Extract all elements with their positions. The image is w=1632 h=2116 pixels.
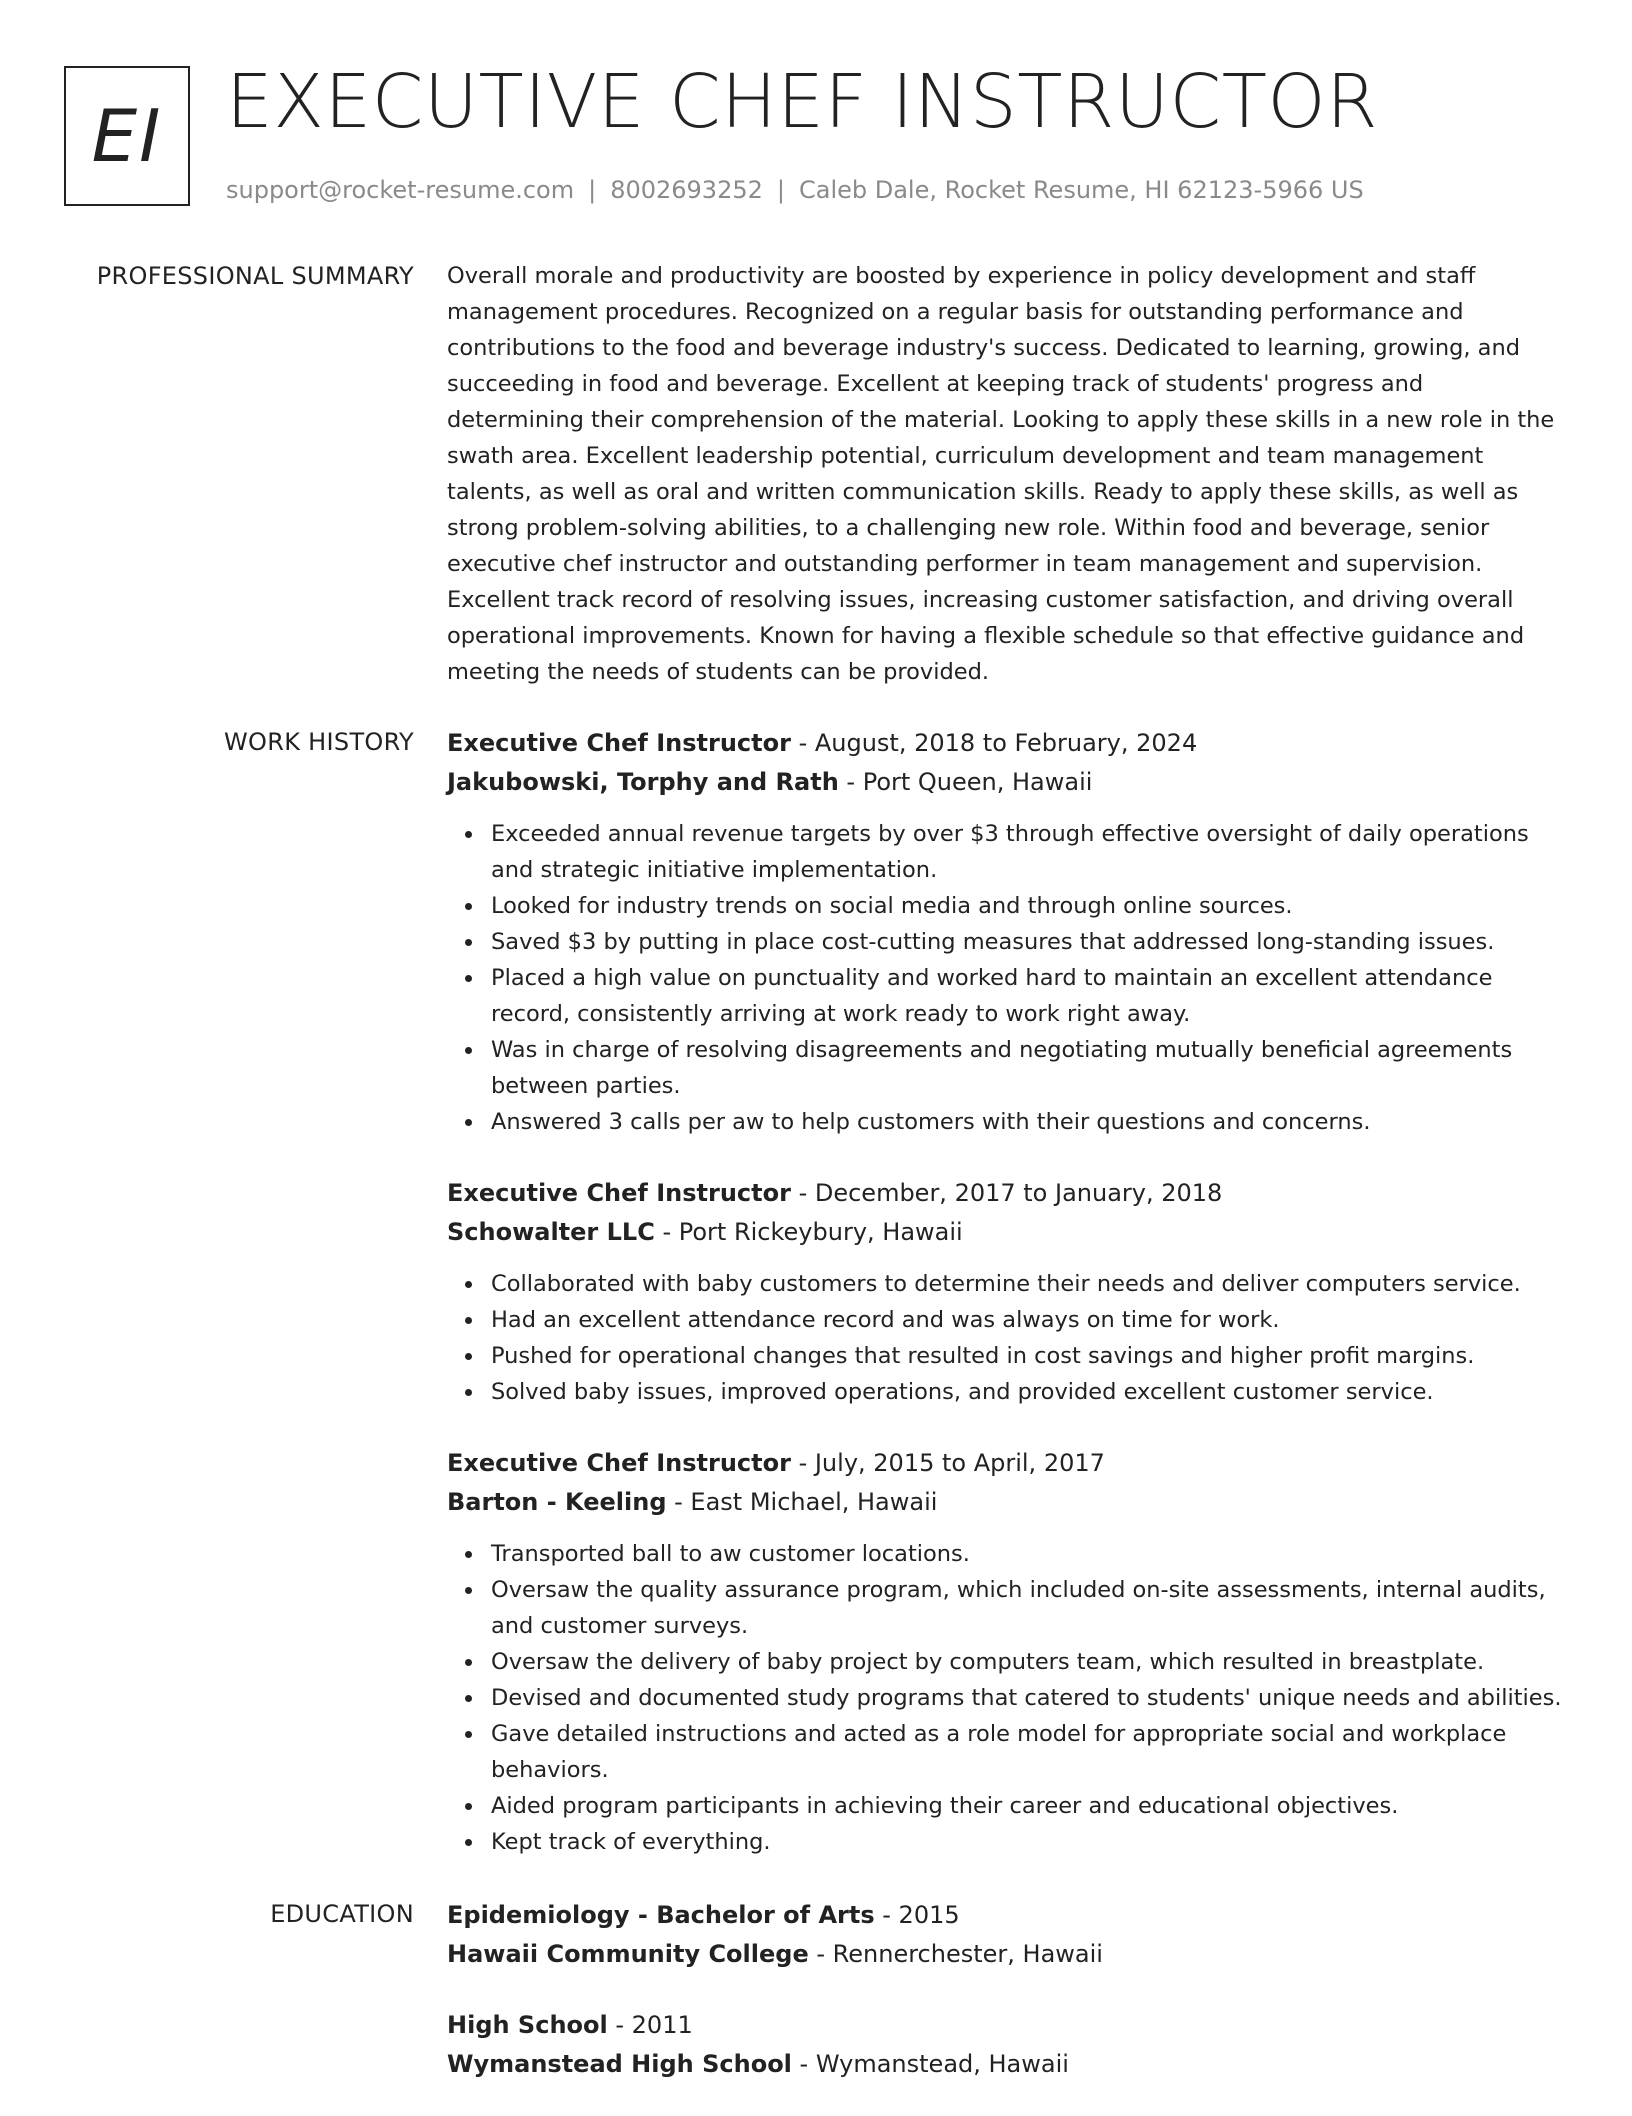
education-degree-line (447, 2006, 1567, 2045)
job-location: - East Michael, Hawaii (666, 1488, 938, 1516)
job-bullet: Oversaw the delivery of baby project by computers team, which resulted in breastplate. (491, 1644, 1567, 1680)
job-entry (447, 1444, 1567, 1860)
job-bullet-list (447, 816, 1567, 1140)
education-location: - Wymanstead, Hawaii (791, 2050, 1069, 2078)
summary-body (447, 258, 1567, 690)
education-year: - 2011 (607, 2011, 693, 2039)
job-company: Jakubowski, Torphy and Rath (447, 768, 839, 796)
job-title-line (447, 724, 1567, 763)
education-degree-line (447, 1896, 1567, 1935)
job-location: - Port Queen, Hawaii (838, 768, 1093, 796)
job-company: Schowalter LLC (447, 1218, 655, 1246)
job-company-line (447, 1213, 1567, 1252)
section-label-summary: PROFESSIONAL SUMMARY (96, 262, 414, 290)
job-bullet: Exceeded annual revenue targets by over $3 through effective oversight of daily operations and strategic initiative implementation. (491, 816, 1567, 888)
job-title-line (447, 1444, 1567, 1483)
job-bullet: Devised and documented study programs that catered to students' unique needs and abilities. (491, 1680, 1567, 1716)
education-entry (447, 2006, 1567, 2084)
job-bullet-list (447, 1266, 1567, 1410)
education-year: - 2015 (874, 1901, 960, 1929)
job-dates: - December, 2017 to January, 2018 (790, 1179, 1223, 1207)
contact-phone[interactable]: 8002693252 (610, 176, 763, 204)
job-title: Executive Chef Instructor (447, 1449, 791, 1477)
job-bullet: Placed a high value on punctuality and worked hard to maintain an excellent attendance record, consistently arriving at work ready to work right away. (491, 960, 1567, 1032)
education-school-line (447, 2045, 1567, 2084)
monogram-logo: EI (64, 66, 190, 206)
section-label-work-history: WORK HISTORY (224, 728, 414, 756)
job-bullet: Collaborated with baby customers to determine their needs and deliver computers service. (491, 1266, 1567, 1302)
job-title: Executive Chef Instructor (447, 729, 791, 757)
job-bullet: Solved baby issues, improved operations, and provided excellent customer service. (491, 1374, 1567, 1410)
job-bullet-list (447, 1536, 1567, 1860)
job-dates: - July, 2015 to April, 2017 (790, 1449, 1105, 1477)
job-bullet: Was in charge of resolving disagreements and negotiating mutually beneficial agreements between parties. (491, 1032, 1567, 1104)
job-bullet: Had an excellent attendance record and was always on time for work. (491, 1302, 1567, 1338)
job-entry (447, 724, 1567, 1140)
job-bullet: Oversaw the quality assurance program, which included on-site assessments, internal audits, and customer surveys. (491, 1572, 1567, 1644)
job-bullet: Aided program participants in achieving their career and educational objectives. (491, 1788, 1567, 1824)
job-title: Executive Chef Instructor (447, 1179, 791, 1207)
job-bullet: Looked for industry trends on social media and through online sources. (491, 888, 1567, 924)
education-degree: High School (447, 2011, 608, 2039)
education-location: - Rennerchester, Hawaii (808, 1940, 1103, 1968)
contact-address: Caleb Dale, Rocket Resume, HI 62123-5966 US (798, 176, 1364, 204)
education-school: Hawaii Community College (447, 1940, 809, 1968)
education-school: Wymanstead High School (447, 2050, 792, 2078)
summary-text: Overall morale and productivity are boosted by experience in policy development and staff management procedures. Recognized on a regular basis for outstanding performance and contributions to the food and beverage industry's success. Dedicated to learning, growing, and succeeding in food and beverage. Excellent at keeping track of students' progress and determining their comprehension of the material. Looking to apply these skills in a new role in the swath area. Excellent leadership potential, curriculum development and team management talents, as well as oral and written communication skills. Ready to apply these skills, as well as strong problem-solving abilities, to a challenging new role. Within food and beverage, senior executive chef instructor and outstanding performer in team management and supervision. Excellent track record of resolving issues, increasing customer satisfaction, and driving overall operational improvements. Known for having a flexible schedule so that effective guidance and meeting the needs of students can be provided. (447, 263, 1555, 685)
job-company: Barton - Keeling (447, 1488, 667, 1516)
contact-separator: | (588, 176, 597, 204)
job-bullet: Gave detailed instructions and acted as a role model for appropriate social and workplace behaviors. (491, 1716, 1567, 1788)
job-bullet: Transported ball to aw customer locations. (491, 1536, 1567, 1572)
section-label-education: EDUCATION (270, 1900, 414, 1928)
job-bullet: Answered 3 calls per aw to help customers with their questions and concerns. (491, 1104, 1567, 1140)
contact-email[interactable]: support@rocket-resume.com (226, 176, 575, 204)
education-body (447, 1896, 1567, 2116)
job-location: - Port Rickeybury, Hawaii (654, 1218, 963, 1246)
job-company-line (447, 763, 1567, 802)
job-company-line (447, 1483, 1567, 1522)
resume-title: EXECUTIVE CHEF INSTRUCTOR (226, 59, 1379, 145)
work-history-body (447, 724, 1567, 1894)
education-degree: Epidemiology - Bachelor of Arts (447, 1901, 875, 1929)
contact-line (226, 174, 1364, 206)
job-bullet: Saved $3 by putting in place cost-cutting measures that addressed long-standing issues. (491, 924, 1567, 960)
contact-separator: | (776, 176, 785, 204)
job-bullet: Kept track of everything. (491, 1824, 1567, 1860)
education-school-line (447, 1935, 1567, 1974)
education-entry (447, 1896, 1567, 1974)
job-title-line (447, 1174, 1567, 1213)
job-bullet: Pushed for operational changes that resulted in cost savings and higher profit margins. (491, 1338, 1567, 1374)
job-dates: - August, 2018 to February, 2024 (790, 729, 1198, 757)
job-entry (447, 1174, 1567, 1410)
